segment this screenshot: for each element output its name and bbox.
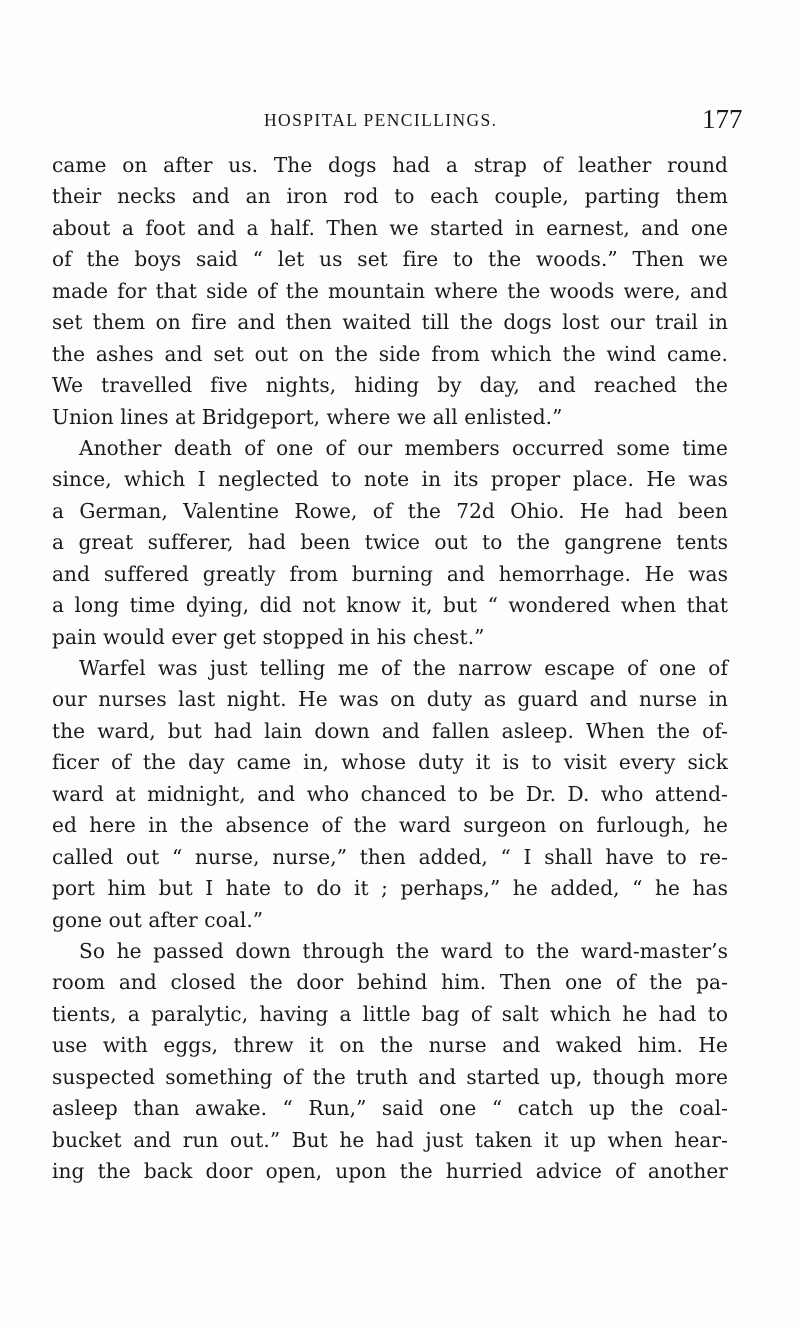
text-line: So he passed down through the ward to the ward-master’s: [79, 938, 728, 963]
text-line: a German, Valentine Rowe, of the 72d Ohio. He had been: [52, 498, 728, 523]
text-line: and suffered greatly from burning and hemorrhage. He was: [52, 561, 728, 586]
text-line: called out “ nurse, nurse,” then added, “ I shall have to re-: [52, 844, 728, 869]
text-line: the ashes and set out on the side from which the wind came.: [52, 341, 728, 366]
text-line: ing the back door open, upon the hurried advice of another: [52, 1159, 728, 1183]
page-number: 177: [702, 104, 743, 134]
text-line: a long time dying, did not know it, but “ wondered when that: [52, 593, 728, 618]
text-line: set them on fire and then waited till the dogs lost our trail in: [52, 310, 728, 335]
text-line: port him but I hate to do it ; perhaps,” he added, “ he has: [52, 876, 728, 901]
text-line: of the boys said “ let us set fire to the woods.” Then we: [52, 247, 728, 272]
running-head: [0, 106, 800, 136]
text-line: ficer of the day came in, whose duty it is to visit every sick: [52, 750, 728, 775]
text-line: ed here in the absence of the ward surgeon on furlough, he: [52, 813, 728, 838]
text-line: made for that side of the mountain where the woods were, and: [52, 278, 728, 303]
text-line: use with eggs, threw it on the nurse and waked him. He: [52, 1033, 728, 1058]
text-line: Union lines at Bridgeport, where we all enlisted.”: [52, 404, 563, 429]
text-line: about a foot and a half. Then we started in earnest, and one: [52, 215, 728, 240]
text-line: ward at midnight, and who chanced to be Dr. D. who attend-: [52, 781, 728, 806]
text-line: gone out after coal.”: [52, 907, 264, 932]
text-line: suspected something of the truth and started up, though more: [52, 1064, 728, 1089]
text-line: our nurses last night. He was on duty as guard and nurse in: [52, 687, 728, 712]
text-line: their necks and an iron rod to each couple, parting them: [52, 184, 728, 209]
running-title: HOSPITAL PENCILLINGS.: [264, 110, 498, 130]
text-line: bucket and run out.” But he had just taken it up when hear-: [52, 1127, 728, 1152]
text-line: room and closed the door behind him. Then one of the pa-: [52, 970, 728, 995]
text-line: pain would ever get stopped in his chest.”: [52, 624, 485, 649]
text-line: Another death of one of our members occurred some time: [79, 435, 728, 460]
text-line: since, which I neglected to note in its proper place. He was: [52, 467, 728, 492]
text-line: tients, a paralytic, having a little bag of salt which he had to: [52, 1001, 728, 1026]
text-line: We travelled five nights, hiding by day, and reached the: [52, 373, 728, 398]
text-line: came on after us. The dogs had a strap of leather round: [52, 153, 728, 177]
text-line: asleep than awake. “ Run,” said one “ catch up the coal-: [52, 1096, 728, 1121]
text-line: the ward, but had lain down and fallen asleep. When the of-: [52, 718, 728, 743]
body-text: [52, 150, 728, 1187]
text-line: Warfel was just telling me of the narrow escape of one of: [79, 656, 728, 680]
text-line: a great sufferer, had been twice out to the gangrene tents: [52, 530, 728, 555]
